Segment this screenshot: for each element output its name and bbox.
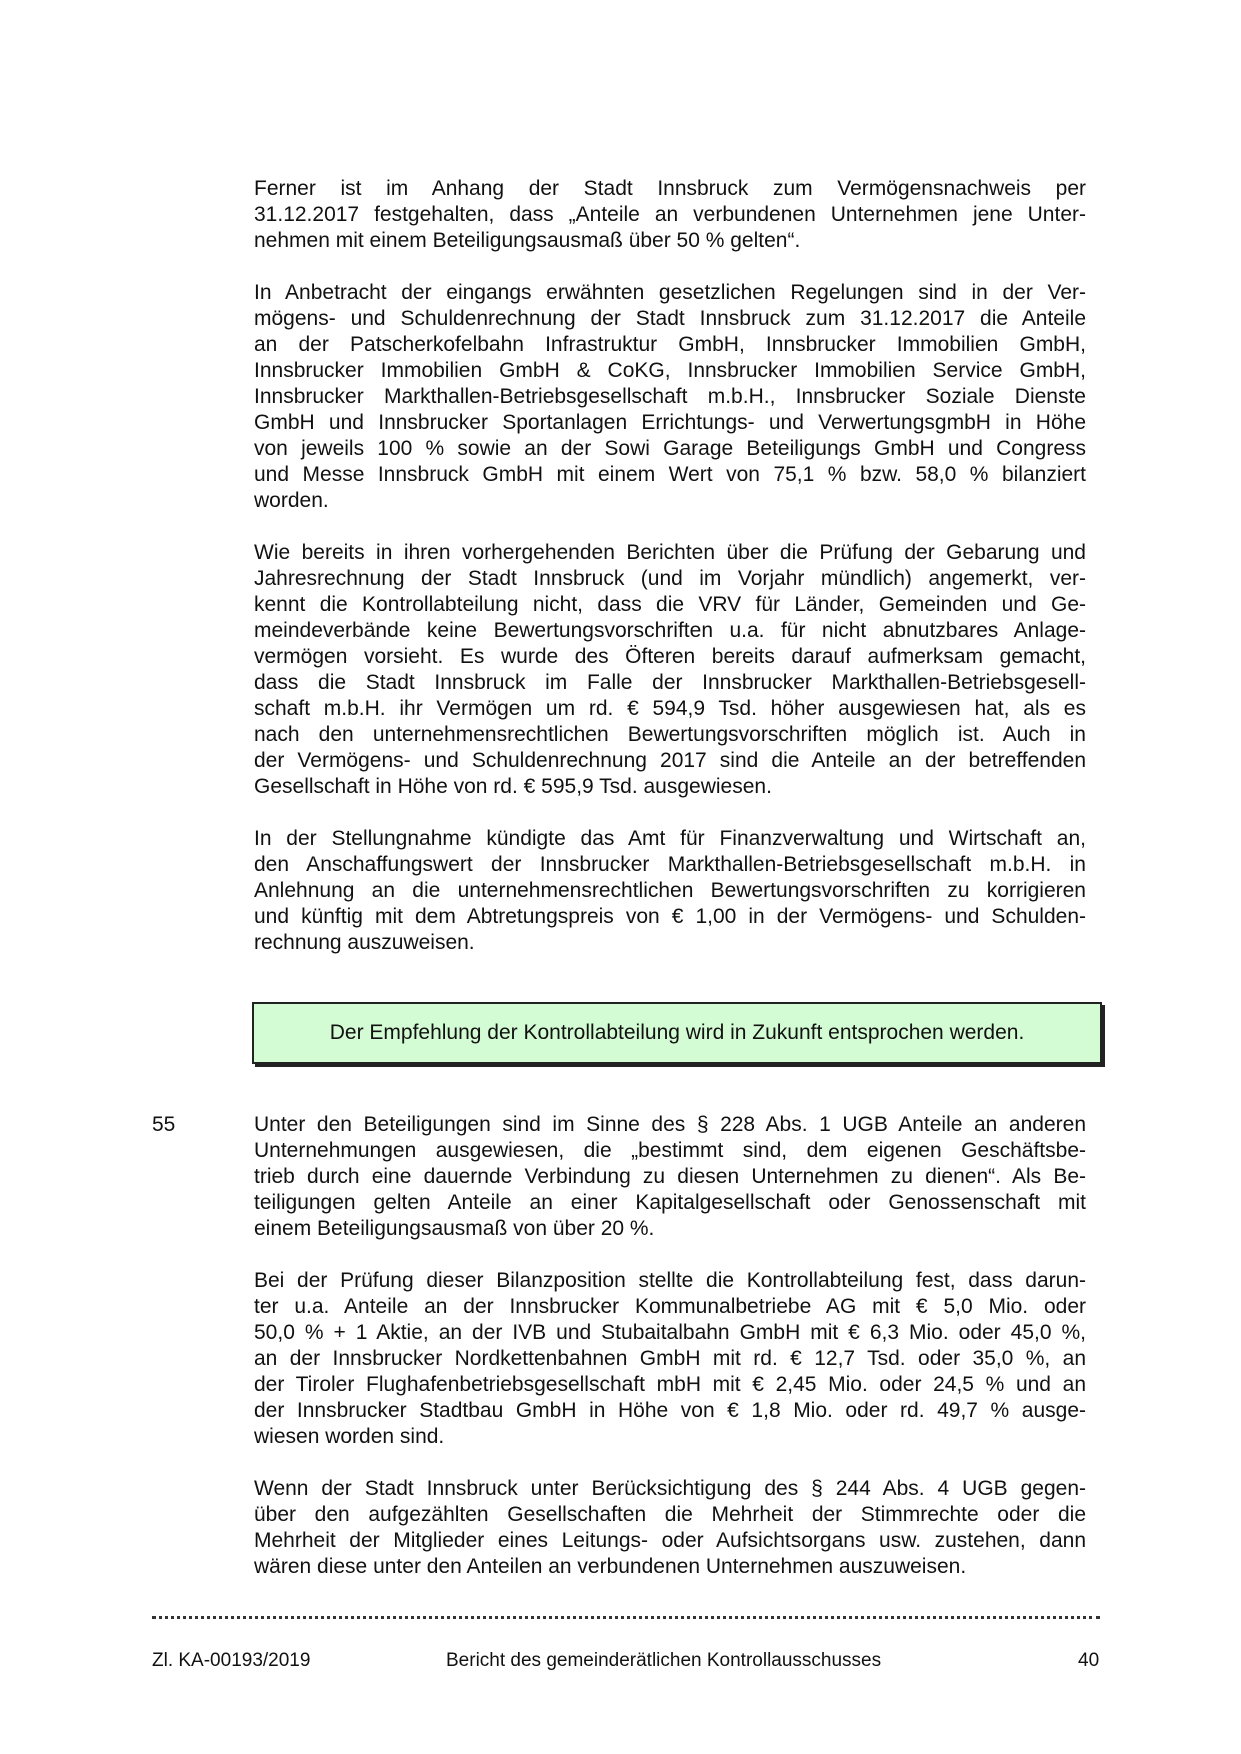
text-line: Anlehnung an die unternehmensrechtlichen Bewertungsvorschriften zu korrigieren [254,879,1086,902]
text-line: nach den unternehmensrechtlichen Bewertungsvorschriften möglich ist. Auch in [254,723,1086,746]
text-line: Mehrheit der Mitglieder eines Leitungs- oder Aufsichtsorgans usw. zustehen, dann [254,1529,1086,1552]
text-line: den Anschaffungswert der Innsbrucker Markthallen-Betriebsgesellschaft m.b.H. in [254,853,1086,876]
section-2-text [254,1112,1086,1606]
text-line: Wie bereits in ihren vorhergehenden Berichten über die Prüfung der Gebarung und [254,541,1086,564]
paragraph [254,280,1086,514]
text-line: Gesellschaft in Höhe von rd. € 595,9 Tsd. ausgewiesen. [254,775,772,798]
paragraph [254,1268,1086,1450]
text-line: der Vermögens- und Schuldenrechnung 2017 sind die Anteile an der betreffenden [254,749,1086,772]
recommendation-text: Der Empfehlung der Kontrollabteilung wird in Zukunft entsprochen werden. [329,1021,1025,1044]
section-1-text [254,176,1086,982]
text-line: Jahresrechnung der Stadt Innsbruck (und im Vorjahr mündlich) angemerkt, ver- [254,567,1086,590]
text-line: Innsbrucker Immobilien GmbH & CoKG, Innsbrucker Immobilien Service GmbH, [254,359,1086,382]
text-line: dass die Stadt Innsbruck im Falle der Innsbrucker Markthallen-Betriebsgesell- [254,671,1086,694]
text-line: und Messe Innsbruck GmbH mit einem Wert von 75,1 % bzw. 58,0 % bilanziert [254,463,1086,486]
text-line: schaft m.b.H. ihr Vermögen um rd. € 594,9 Tsd. höher ausgewiesen hat, als es [254,697,1086,720]
text-line: GmbH und Innsbrucker Sportanlagen Errichtungs- und VerwertungsgmbH in Höhe [254,411,1086,434]
text-line: trieb durch eine dauernde Verbindung zu diesen Unternehmen zu dienen“. Als Be- [254,1165,1086,1188]
text-line: 50,0 % + 1 Aktie, an der IVB und Stubaitalbahn GmbH mit € 6,3 Mio. oder 45,0 %, [254,1321,1086,1344]
text-line: wiesen worden sind. [254,1425,445,1448]
page-number: 40 [1078,1650,1100,1671]
text-line: einem Beteiligungsausmaß von über 20 %. [254,1217,655,1240]
text-line: kennt die Kontrollabteilung nicht, dass die VRV für Länder, Gemeinden und Ge- [254,593,1086,616]
paragraph [254,826,1086,956]
text-line: wären diese unter den Anteilen an verbundenen Unternehmen auszuweisen. [254,1555,967,1578]
text-line: worden. [254,489,329,512]
paragraph [254,176,1086,254]
text-line: der Innsbrucker Stadtbau GmbH in Höhe von € 1,8 Mio. oder rd. 49,7 % ausge- [254,1399,1086,1422]
paragraph [254,1112,1086,1242]
text-line: Wenn der Stadt Innsbruck unter Berücksichtigung des § 244 Abs. 4 UGB gegen- [254,1477,1086,1500]
text-line: Unternehmungen ausgewiesen, die „bestimmt sind, dem eigenen Geschäftsbe- [254,1139,1086,1162]
paragraph [254,540,1086,800]
paragraph [254,1476,1086,1580]
text-line: Unter den Beteiligungen sind im Sinne des § 228 Abs. 1 UGB Anteile an anderen [254,1113,1086,1136]
text-line: Ferner ist im Anhang der Stadt Innsbruck zum Vermögensnachweis per [254,177,1086,200]
text-line: In der Stellungnahme kündigte das Amt für Finanzverwaltung und Wirtschaft an, [254,827,1086,850]
text-line: der Tiroler Flughafenbetriebsgesellschaft mbH mit € 2,45 Mio. oder 24,5 % und an [254,1373,1086,1396]
text-line: meindeverbände keine Bewertungsvorschriften u.a. für nicht abnutzbares Anlage- [254,619,1086,642]
footer-reference: Zl. KA-00193/2019 [152,1650,311,1671]
text-line: an der Innsbrucker Nordkettenbahnen GmbH mit rd. € 12,7 Tsd. oder 35,0 %, an [254,1347,1086,1370]
text-line: nehmen mit einem Beteiligungsausmaß über 50 % gelten“. [254,229,801,252]
recommendation-box [252,1002,1102,1064]
text-line: ter u.a. Anteile an der Innsbrucker Kommunalbetriebe AG mit € 5,0 Mio. oder [254,1295,1086,1318]
paragraph-number: 55 [152,1113,176,1136]
footer-divider [152,1612,1100,1619]
text-line: teiligungen gelten Anteile an einer Kapitalgesellschaft oder Genossenschaft mit [254,1191,1086,1214]
text-line: 31.12.2017 festgehalten, dass „Anteile an verbundenen Unternehmen jene Unter- [254,203,1086,226]
text-line: vermögen vorsieht. Es wurde des Öfteren bereits darauf aufmerksam gemacht, [254,645,1086,668]
text-line: In Anbetracht der eingangs erwähnten gesetzlichen Regelungen sind in der Ver- [254,281,1086,304]
text-line: mögens- und Schuldenrechnung der Stadt Innsbruck zum 31.12.2017 die Anteile [254,307,1086,330]
text-line: an der Patscherkofelbahn Infrastruktur GmbH, Innsbrucker Immobilien GmbH, [254,333,1086,356]
text-line: Innsbrucker Markthallen-Betriebsgesellschaft m.b.H., Innsbrucker Soziale Dienste [254,385,1086,408]
text-line: Bei der Prüfung dieser Bilanzposition stellte die Kontrollabteilung fest, dass darun- [254,1269,1086,1292]
text-line: rechnung auszuweisen. [254,931,475,954]
text-line: über den aufgezählten Gesellschaften die Mehrheit der Stimmrechte oder die [254,1503,1086,1526]
text-line: von jeweils 100 % sowie an der Sowi Garage Beteiligungs GmbH und Congress [254,437,1086,460]
text-line: und künftig mit dem Abtretungspreis von € 1,00 in der Vermögens- und Schulden- [254,905,1086,928]
footer-title: Bericht des gemeinderätlichen Kontrollausschusses [446,1650,882,1671]
